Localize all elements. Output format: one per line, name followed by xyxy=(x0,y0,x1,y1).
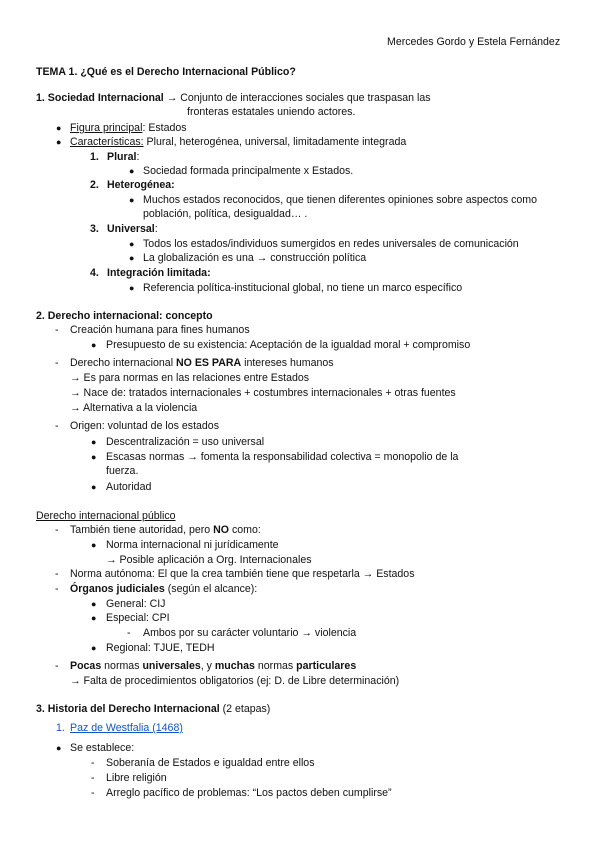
dash-marker: - xyxy=(55,583,59,595)
bullet-icon: ● xyxy=(56,123,62,133)
item-suffix: : xyxy=(154,223,158,235)
bullet-icon: ● xyxy=(91,599,97,609)
s3-item: Libre religión xyxy=(106,772,167,784)
s3-establece: Se establece: xyxy=(70,742,135,754)
item-number: 3. xyxy=(90,223,99,235)
dip-pocas-b4: particulares xyxy=(296,660,357,672)
dash-marker: - xyxy=(55,357,59,369)
item-line: Muchos estados reconocidos, que tienen diferentes opiniones sobre aspectos como xyxy=(143,194,537,206)
item-label: Heterogénea: xyxy=(107,179,175,191)
dip-regional: Regional: TJUE, TEDH xyxy=(106,642,215,654)
dip-pocas-t1: normas xyxy=(101,660,143,672)
dash-marker: - xyxy=(55,524,59,536)
s2-creacion: Creación humana para fines humanos xyxy=(70,324,250,336)
s3-item: Soberanía de Estados e igualdad entre ellos xyxy=(106,757,315,769)
dip-falta: → Falta de procedimientos obligatorios (ej: D. de Libre determinación) xyxy=(70,675,400,687)
item-heading xyxy=(107,223,158,236)
bullet-icon: ● xyxy=(91,437,97,447)
dash-marker: - xyxy=(91,772,95,784)
item-line: Todos los estados/individuos sumergidos en redes universales de comunicación xyxy=(143,238,519,250)
item-line: población, política, desigualdad… . xyxy=(143,208,308,220)
bullet-icon: ● xyxy=(91,643,97,653)
item-heading xyxy=(107,151,139,164)
dip-general: General: CIJ xyxy=(106,598,166,610)
bullet-icon: ● xyxy=(129,283,135,293)
s2-di-bold: NO ES PARA xyxy=(176,357,242,369)
header-authors: Mercedes Gordo y Estela Fernández xyxy=(387,36,561,48)
dip-pocas-t2: , y xyxy=(200,660,215,672)
dash-marker: - xyxy=(127,627,131,639)
s2-origen-item: Escasas normas → fomenta la responsabilidad colectiva = monopolio de la xyxy=(106,451,459,463)
paz-number: 1. xyxy=(56,722,65,734)
item-label: Integración limitada: xyxy=(107,267,211,279)
item-line: Sociedad formada principalmente x Estados. xyxy=(143,165,354,177)
dip-posible: → Posible aplicación a Org. Internacionales xyxy=(106,554,312,566)
dash-marker: - xyxy=(55,660,59,672)
dash-marker: - xyxy=(55,420,59,432)
dash-marker: - xyxy=(91,787,95,799)
s2-origen: Origen: voluntad de los estados xyxy=(70,420,219,432)
dip-especial: Especial: CPI xyxy=(106,612,170,624)
dip-pocas xyxy=(70,660,356,673)
s2-arrow-3: → Alternativa a la violencia xyxy=(70,402,198,414)
item-line: Referencia política-institucional global, no tiene un marco específico xyxy=(143,282,463,294)
s1-definition-1: → Conjunto de interacciones sociales que traspasan las xyxy=(163,92,431,104)
s3-item: Arreglo pacífico de problemas: “Los pactos deben cumplirse” xyxy=(106,787,392,799)
figura-label: Figura principal xyxy=(70,122,143,134)
item-line: La globalización es una → construcción política xyxy=(143,252,367,264)
s3-heading-post: (2 etapas) xyxy=(219,703,271,715)
dip-autonoma: Norma autónoma: El que la crea también tiene que respetarla → Estados xyxy=(70,568,415,580)
bullet-icon: ● xyxy=(56,743,62,753)
item-heading xyxy=(107,179,175,192)
paz-westfalia-link[interactable]: Paz de Westfalia (1468) xyxy=(70,722,183,734)
bullet-icon: ● xyxy=(56,137,62,147)
bullet-icon: ● xyxy=(91,482,97,492)
dip-pocas-b2: universales xyxy=(142,660,201,672)
bullet-icon: ● xyxy=(129,253,135,263)
dip-organos-post: (según el alcance): xyxy=(164,583,258,595)
item-number: 1. xyxy=(90,151,99,163)
dip-ambos: Ambos por su carácter voluntario → violencia xyxy=(143,627,357,639)
s1-heading: 1. Sociedad Internacional xyxy=(36,92,164,104)
dip-tambien xyxy=(70,524,261,537)
caract-value: Plural, heterogénea, universal, limitadamente integrada xyxy=(143,136,407,148)
dip-tambien-pre: También tiene autoridad, pero xyxy=(70,524,214,536)
s3-heading-bold: 3. Historia del Derecho Internacional xyxy=(36,703,220,715)
dip-organos-bold: Órganos judiciales xyxy=(70,583,165,595)
dip-pocas-b3: muchas xyxy=(214,660,255,672)
caract-line xyxy=(70,136,406,149)
s2-di-line xyxy=(70,357,334,370)
bullet-icon: ● xyxy=(129,166,135,176)
dash-marker: - xyxy=(91,757,95,769)
dash-marker: - xyxy=(55,568,59,580)
document-title: TEMA 1. ¿Qué es el Derecho Internacional Público? xyxy=(36,66,296,78)
s1-heading-line xyxy=(36,92,431,105)
item-number: 4. xyxy=(90,267,99,279)
bullet-icon: ● xyxy=(91,540,97,550)
bullet-icon: ● xyxy=(129,239,135,249)
s2-origen-item: Descentralización = uso universal xyxy=(106,436,265,448)
dip-organos xyxy=(70,583,257,596)
caract-label: Características: xyxy=(70,136,144,148)
item-label: Plural xyxy=(107,151,137,163)
figura-value: : Estados xyxy=(142,122,187,134)
s2-arrow-1: → Es para normas en las relaciones entre Estados xyxy=(70,372,310,384)
s3-heading xyxy=(36,703,270,716)
bullet-icon: ● xyxy=(91,613,97,623)
s1-definition-2: fronteras estatales uniendo actores. xyxy=(187,106,356,118)
item-label: Universal xyxy=(107,223,155,235)
bullet-icon: ● xyxy=(91,340,97,350)
s2-presupuesto: Presupuesto de su existencia: Aceptación de la igualdad moral + compromiso xyxy=(106,339,471,351)
bullet-icon: ● xyxy=(91,452,97,462)
dash-marker: - xyxy=(55,324,59,336)
dip-pocas-b1: Pocas xyxy=(70,660,102,672)
item-heading xyxy=(107,267,211,280)
s2-origen-item: Autoridad xyxy=(106,481,152,493)
dip-pocas-t3: normas xyxy=(254,660,297,672)
dip-tambien-bold: NO xyxy=(213,524,229,536)
dip-tambien-post: como: xyxy=(229,524,261,536)
s2-origen-item: fuerza. xyxy=(106,465,139,477)
s2-di-post: intereses humanos xyxy=(241,357,334,369)
bullet-icon: ● xyxy=(129,195,135,205)
item-suffix: : xyxy=(136,151,140,163)
dip-heading: Derecho internacional público xyxy=(36,510,176,522)
s2-heading: 2. Derecho internacional: concepto xyxy=(36,310,213,322)
dip-norma: Norma internacional ni jurídicamente xyxy=(106,539,279,551)
s2-arrow-2: → Nace de: tratados internacionales + costumbres internacionales + otras fuentes xyxy=(70,387,456,399)
s2-di-pre: Derecho internacional xyxy=(70,357,176,369)
item-number: 2. xyxy=(90,179,99,191)
figura-line xyxy=(70,122,187,135)
